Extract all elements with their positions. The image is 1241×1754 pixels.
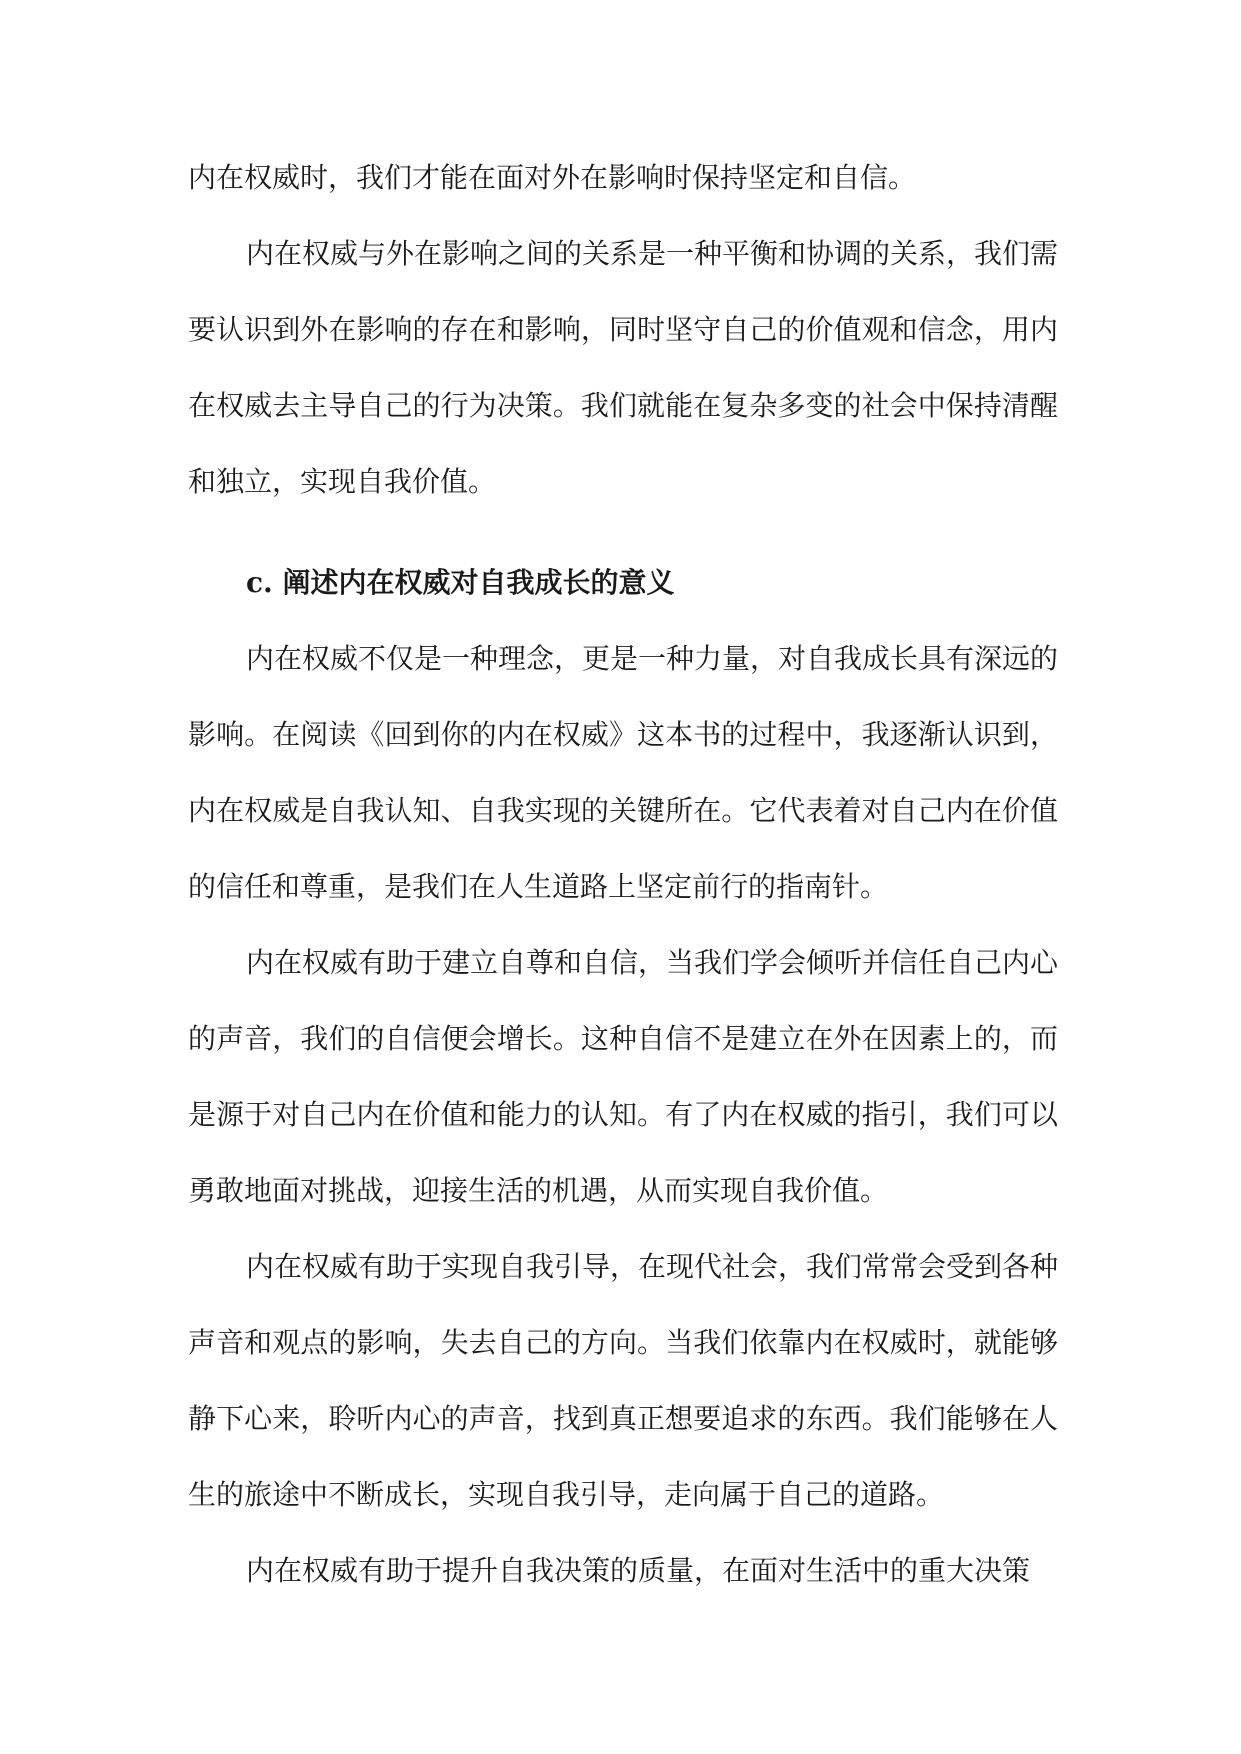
paragraph: 内在权威有助于建立自尊和自信，当我们学会倾听并信任自己内心的声音，我们的自信便会增长。这种自信不是建立在外在因素上的，而是源于对自己内在价值和能力的认知。有了内在权威的指引，我们可以勇敢地面对挑战，迎接生活的机遇，从而实现自我价值。 [188, 946, 1059, 1207]
paragraph: 内在权威有助于提升自我决策的质量，在面对生活中的重大决策 [246, 1554, 1031, 1587]
paragraph-continuation: 内在权威时，我们才能在面对外在影响时保持坚定和自信。 [188, 161, 917, 194]
document-body [188, 140, 1058, 1609]
paragraph: 内在权威与外在影响之间的关系是一种平衡和协调的关系，我们需要认识到外在影响的存在和影响，同时坚守自己的价值观和信念，用内在权威去主导自己的行为决策。我们就能在复杂多变的社会中保持清醒和独立，实现自我价值。 [188, 237, 1059, 498]
paragraph: 内在权威不仅是一种理念，更是一种力量，对自我成长具有深远的影响。在阅读《回到你的内在权威》这本书的过程中，我逐渐认识到，内在权威是自我认知、自我实现的关键所在。它代表着对自己内在价值的信任和尊重，是我们在人生道路上坚定前行的指南针。 [188, 642, 1059, 903]
paragraph: 内在权威有助于实现自我引导，在现代社会，我们常常会受到各种声音和观点的影响，失去自己的方向。当我们依靠内在权威时，就能够静下心来，聆听内心的声音，找到真正想要追求的东西。我们能够在人生的旅途中不断成长，实现自我引导，走向属于自己的道路。 [188, 1250, 1059, 1511]
section-heading: c. 阐述内在权威对自我成长的意义 [246, 566, 675, 599]
